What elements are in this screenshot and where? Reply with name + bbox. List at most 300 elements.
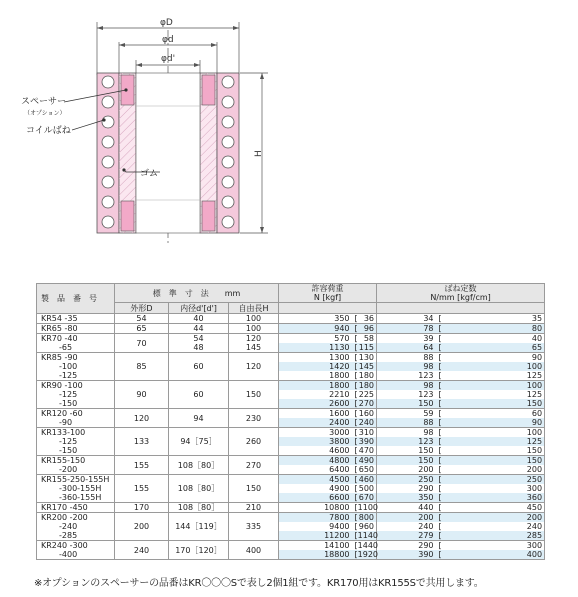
allowable-load-title: 許容荷重 — [311, 284, 344, 293]
bracket-open: [ — [438, 475, 442, 484]
table-row — [37, 371, 545, 381]
kgf-value: 58 — [363, 334, 375, 343]
table-row — [37, 399, 545, 409]
bracket-open: [ — [354, 465, 358, 474]
spring-const-kgf-cell — [437, 343, 545, 353]
outer-diameter-cell: 240 — [115, 541, 169, 560]
inner-diameter-cell: 144［119］ — [169, 513, 229, 541]
spring-const-newton-cell: 150 — [377, 446, 437, 456]
kgf-value: 115 — [358, 343, 375, 352]
bracket-open: [ — [354, 550, 358, 559]
spring-constant-title: ばね定数 — [444, 284, 477, 293]
table-row — [37, 522, 545, 531]
spring-const-newton-cell: 98 — [377, 381, 437, 391]
header-outer-diameter: 外形D — [115, 303, 169, 314]
spring-const-kgf-cell — [437, 531, 545, 541]
kgf-value: 460 — [358, 475, 375, 484]
spring-const-newton-cell: 150 — [377, 456, 437, 466]
bracket-open: [ — [438, 446, 442, 455]
kgf-value: 270 — [358, 399, 375, 408]
outer-diameter-cell: 120 — [115, 409, 169, 428]
spring-const-kgf-cell — [437, 324, 545, 334]
spring-const-newton-cell: 279 — [377, 531, 437, 541]
bracket-open: [ — [354, 484, 358, 493]
bracket-open: [ — [438, 381, 442, 390]
free-length-cell: 210 — [229, 503, 279, 513]
spring-const-newton-cell: 150 — [377, 399, 437, 409]
table-row — [37, 362, 545, 371]
table-row — [37, 493, 545, 503]
bracket-open: [ — [438, 353, 442, 362]
product-number-cell: KR65 -80 — [37, 324, 115, 334]
bracket-open: [ — [354, 371, 358, 380]
label-rubber: ゴム — [140, 169, 159, 179]
inner-diameter-cell: 48 — [169, 343, 229, 353]
table-group — [37, 541, 545, 560]
kgf-value: 200 — [526, 465, 543, 474]
spring-const-kgf-cell — [437, 399, 545, 409]
load-kgf-cell — [353, 484, 377, 493]
bracket-open: [ — [354, 428, 358, 437]
bracket-open: [ — [438, 484, 442, 493]
table-group — [37, 334, 545, 353]
table-row — [37, 314, 545, 324]
load-kgf-cell — [353, 493, 377, 503]
label-coil-spring: コイルばね — [26, 126, 71, 136]
spring-const-kgf-cell — [437, 353, 545, 363]
load-newton-cell: 11200 — [279, 531, 353, 541]
free-length-cell: 100 — [229, 314, 279, 324]
spring-const-kgf-cell — [437, 503, 545, 513]
table-group — [37, 409, 545, 428]
load-newton-cell: 2600 — [279, 399, 353, 409]
free-length-cell: 120 — [229, 334, 279, 344]
outer-diameter-cell: 200 — [115, 513, 169, 541]
kgf-value: 300 — [526, 484, 543, 493]
spring-const-kgf-cell — [437, 550, 545, 560]
kgf-value: 145 — [358, 362, 375, 371]
product-number-cell: -240 — [37, 522, 115, 531]
kgf-value: 180 — [358, 371, 375, 380]
free-length-cell: 270 — [229, 456, 279, 475]
product-number-cell: -400 — [37, 550, 115, 560]
free-length-cell: 100 — [229, 324, 279, 334]
kgf-value: 240 — [526, 522, 543, 531]
load-newton-cell: 9400 — [279, 522, 353, 531]
bracket-open: [ — [354, 409, 358, 418]
load-kgf-cell — [353, 353, 377, 363]
load-kgf-cell — [353, 399, 377, 409]
kgf-value: 100 — [526, 362, 543, 371]
bracket-open: [ — [354, 522, 358, 531]
outer-diameter-cell: 133 — [115, 428, 169, 456]
table-row — [37, 324, 545, 334]
product-number-cell: KR170 -450 — [37, 503, 115, 513]
load-kgf-cell — [353, 428, 377, 438]
table-group — [37, 381, 545, 409]
bracket-open: [ — [438, 418, 442, 427]
inner-diameter-cell: 108［80］ — [169, 475, 229, 503]
bracket-open: [ — [438, 531, 442, 540]
header-standard-dimensions: 標 準 寸 法 mm — [115, 284, 279, 303]
product-number-cell: KR155-150 — [37, 456, 115, 466]
bracket-open: [ — [438, 541, 442, 550]
table-row — [37, 541, 545, 551]
load-newton-cell: 4600 — [279, 446, 353, 456]
kgf-value: 450 — [526, 503, 543, 512]
outer-diameter-cell: 54 — [115, 314, 169, 324]
kgf-value: 90 — [531, 418, 543, 427]
load-newton-cell: 3000 — [279, 428, 353, 438]
bracket-open: [ — [354, 399, 358, 408]
dim-H-label: H — [254, 150, 264, 157]
table-row — [37, 503, 545, 513]
load-kgf-cell — [353, 324, 377, 334]
kgf-value: 36 — [363, 314, 375, 323]
outer-diameter-cell: 85 — [115, 353, 169, 381]
product-number-cell: -100 — [37, 362, 115, 371]
inner-diameter-cell: 108［80］ — [169, 456, 229, 475]
load-newton-cell: 4800 — [279, 456, 353, 466]
kgf-value: 150 — [526, 446, 543, 455]
kgf-value: 130 — [358, 353, 375, 362]
outer-diameter-cell: 65 — [115, 324, 169, 334]
load-newton-cell: 4900 — [279, 484, 353, 493]
kgf-value: 390 — [358, 437, 375, 446]
bracket-open: [ — [438, 465, 442, 474]
load-newton-cell: 6600 — [279, 493, 353, 503]
spring-const-newton-cell: 34 — [377, 314, 437, 324]
bracket-open: [ — [438, 399, 442, 408]
table-row — [37, 353, 545, 363]
load-newton-cell: 940 — [279, 324, 353, 334]
spring-const-newton-cell: 290 — [377, 484, 437, 493]
bracket-open: [ — [438, 390, 442, 399]
header-inner-diameter: 内径d'[d'] — [169, 303, 229, 314]
kgf-value: 125 — [526, 390, 543, 399]
inner-diameter-cell: 44 — [169, 324, 229, 334]
header-free-length: 自由長H — [229, 303, 279, 314]
table-row — [37, 550, 545, 560]
load-kgf-cell — [353, 390, 377, 399]
table-row — [37, 428, 545, 438]
header-allowable-load — [279, 284, 377, 303]
free-length-cell: 145 — [229, 343, 279, 353]
spring-const-kgf-cell — [437, 484, 545, 493]
spring-const-newton-cell: 39 — [377, 334, 437, 344]
table-row — [37, 531, 545, 541]
kgf-value: 180 — [358, 381, 375, 390]
load-newton-cell: 2400 — [279, 418, 353, 428]
load-newton-cell: 1420 — [279, 362, 353, 371]
spring-const-kgf-cell — [437, 475, 545, 485]
product-number-cell: -150 — [37, 446, 115, 456]
spring-const-kgf-cell — [437, 409, 545, 419]
kgf-value: 300 — [526, 541, 543, 550]
kgf-value: 1100 — [357, 503, 378, 512]
load-kgf-cell — [353, 541, 377, 551]
kgf-value: 650 — [358, 465, 375, 474]
product-number-cell: -125 — [37, 371, 115, 381]
spring-const-newton-cell: 123 — [377, 437, 437, 446]
bracket-open: [ — [354, 541, 358, 550]
spring-const-newton-cell: 64 — [377, 343, 437, 353]
spring-const-kgf-cell — [437, 428, 545, 438]
bracket-open: [ — [354, 531, 358, 540]
table-row — [37, 456, 545, 466]
spring-const-newton-cell: 290 — [377, 541, 437, 551]
spring-const-newton-cell: 440 — [377, 503, 437, 513]
load-kgf-cell — [353, 362, 377, 371]
bracket-open: [ — [354, 362, 358, 371]
spring-const-newton-cell: 200 — [377, 465, 437, 475]
load-kgf-cell — [353, 550, 377, 560]
product-number-cell: KR240 -300 — [37, 541, 115, 551]
table-group — [37, 353, 545, 381]
kgf-value: 100 — [526, 381, 543, 390]
load-kgf-cell — [353, 343, 377, 353]
kgf-value: 1440 — [357, 541, 378, 550]
spring-const-kgf-cell — [437, 362, 545, 371]
kgf-value: 670 — [358, 493, 375, 502]
load-newton-cell: 570 — [279, 334, 353, 344]
product-number-cell: KR90 -100 — [37, 381, 115, 391]
load-newton-cell: 18800 — [279, 550, 353, 560]
product-number-cell: -65 — [37, 343, 115, 353]
free-length-cell: 260 — [229, 428, 279, 456]
load-newton-cell: 14100 — [279, 541, 353, 551]
bracket-open: [ — [438, 334, 442, 343]
load-kgf-cell — [353, 409, 377, 419]
spring-const-newton-cell: 88 — [377, 353, 437, 363]
spec-table — [36, 283, 545, 560]
load-kgf-cell — [353, 446, 377, 456]
spring-const-kgf-cell — [437, 314, 545, 324]
bracket-open: [ — [438, 409, 442, 418]
bracket-open: [ — [354, 334, 358, 343]
load-kgf-cell — [353, 531, 377, 541]
bracket-open: [ — [354, 456, 358, 465]
table-group — [37, 456, 545, 475]
product-number-cell: KR70 -40 — [37, 334, 115, 344]
spring-constant-unit: N/mm [kgf/cm] — [430, 293, 491, 302]
header-spacer-spring — [377, 303, 545, 314]
load-kgf-cell — [353, 503, 377, 513]
product-number-cell: KR54 -35 — [37, 314, 115, 324]
bracket-open: [ — [438, 493, 442, 502]
product-number-cell: -200 — [37, 465, 115, 475]
bracket-open: [ — [438, 314, 442, 323]
load-kgf-cell — [353, 371, 377, 381]
bracket-open: [ — [438, 437, 442, 446]
table-group — [37, 314, 545, 324]
kgf-value: 1920 — [357, 550, 378, 559]
bracket-open: [ — [354, 493, 358, 502]
free-length-cell: 150 — [229, 381, 279, 409]
product-number-cell: KR133-100 — [37, 428, 115, 438]
kgf-value: 225 — [358, 390, 375, 399]
kgf-value: 200 — [526, 513, 543, 522]
inner-diameter-cell: 94［75］ — [169, 428, 229, 456]
spring-const-kgf-cell — [437, 465, 545, 475]
kgf-value: 360 — [526, 493, 543, 502]
load-newton-cell: 1800 — [279, 371, 353, 381]
bracket-open: [ — [354, 418, 358, 427]
bracket-open: [ — [438, 343, 442, 352]
kgf-value: 250 — [526, 475, 543, 484]
load-newton-cell: 1600 — [279, 409, 353, 419]
bracket-open: [ — [354, 353, 358, 362]
bracket-open: [ — [354, 513, 358, 522]
spring-const-newton-cell: 200 — [377, 513, 437, 523]
table-group — [37, 475, 545, 503]
load-kgf-cell — [353, 465, 377, 475]
kgf-value: 125 — [526, 437, 543, 446]
kgf-value: 285 — [526, 531, 543, 540]
inner-diameter-cell: 94 — [169, 409, 229, 428]
bracket-open: [ — [354, 324, 358, 333]
kgf-value: 1140 — [357, 531, 378, 540]
kgf-value: 500 — [358, 484, 375, 493]
inner-diameter-cell: 170［120］ — [169, 541, 229, 560]
kgf-value: 490 — [358, 456, 375, 465]
outer-diameter-cell: 70 — [115, 334, 169, 353]
load-kgf-cell — [353, 334, 377, 344]
spring-const-newton-cell: 98 — [377, 362, 437, 371]
load-kgf-cell — [353, 437, 377, 446]
dim-D-label: φD — [160, 18, 173, 28]
load-newton-cell: 1130 — [279, 343, 353, 353]
table-row — [37, 381, 545, 391]
table-row — [37, 437, 545, 446]
kgf-value: 80 — [531, 324, 543, 333]
load-newton-cell: 1800 — [279, 381, 353, 391]
bracket-open: [ — [354, 475, 358, 484]
kgf-value: 96 — [363, 324, 375, 333]
product-number-cell: KR200 -200 — [37, 513, 115, 523]
spring-const-newton-cell: 350 — [377, 493, 437, 503]
product-number-cell: -300-155H — [37, 484, 115, 493]
table-row — [37, 484, 545, 493]
free-length-cell: 120 — [229, 353, 279, 381]
bracket-open: [ — [438, 371, 442, 380]
spring-const-newton-cell: 98 — [377, 428, 437, 438]
load-kgf-cell — [353, 418, 377, 428]
kgf-value: 240 — [358, 418, 375, 427]
load-kgf-cell — [353, 475, 377, 485]
table-row — [37, 475, 545, 485]
load-newton-cell: 2210 — [279, 390, 353, 399]
product-number-cell: -125 — [37, 390, 115, 399]
bracket-open: [ — [438, 428, 442, 437]
table-group — [37, 513, 545, 541]
load-newton-cell: 3800 — [279, 437, 353, 446]
bracket-open: [ — [354, 437, 358, 446]
free-length-cell: 335 — [229, 513, 279, 541]
kgf-value: 470 — [358, 446, 375, 455]
inner-bore — [136, 73, 200, 233]
product-number-cell: -150 — [37, 399, 115, 409]
outer-diameter-cell: 170 — [115, 503, 169, 513]
allowable-load-unit: N [kgf] — [313, 293, 342, 302]
spring-const-newton-cell: 240 — [377, 522, 437, 531]
cross-section-diagram — [0, 0, 578, 262]
kgf-value: 310 — [358, 428, 375, 437]
bracket-open: [ — [438, 550, 442, 559]
inner-diameter-cell: 40 — [169, 314, 229, 324]
inner-diameter-cell: 54 — [169, 334, 229, 344]
load-newton-cell: 6400 — [279, 465, 353, 475]
outer-diameter-cell: 155 — [115, 456, 169, 475]
kgf-value: 100 — [526, 428, 543, 437]
spring-const-kgf-cell — [437, 446, 545, 456]
load-newton-cell: 7800 — [279, 513, 353, 523]
kgf-value: 800 — [358, 513, 375, 522]
kgf-value: 40 — [531, 334, 543, 343]
bracket-open: [ — [354, 343, 358, 352]
header-product-number: 製 品 番 号 — [37, 284, 115, 314]
outer-diameter-cell: 90 — [115, 381, 169, 409]
bracket-open: [ — [438, 513, 442, 522]
bracket-open: [ — [354, 314, 358, 323]
table-row — [37, 409, 545, 419]
free-length-cell: 400 — [229, 541, 279, 560]
spring-const-newton-cell: 123 — [377, 390, 437, 399]
spring-const-newton-cell: 123 — [377, 371, 437, 381]
kgf-value: 160 — [358, 409, 375, 418]
kgf-value: 65 — [531, 343, 543, 352]
bracket-open: [ — [354, 390, 358, 399]
spring-const-kgf-cell — [437, 390, 545, 399]
label-option: （オプション） — [24, 110, 66, 117]
load-kgf-cell — [353, 314, 377, 324]
spring-const-kgf-cell — [437, 334, 545, 344]
spring-const-kgf-cell — [437, 493, 545, 503]
bracket-open: [ — [438, 324, 442, 333]
kgf-value: 125 — [526, 371, 543, 380]
label-spacer: スペーサー — [21, 97, 67, 107]
spring-const-newton-cell: 250 — [377, 475, 437, 485]
product-number-cell: -90 — [37, 418, 115, 428]
kgf-value: 90 — [531, 353, 543, 362]
spring-const-kgf-cell — [437, 418, 545, 428]
product-number-cell: KR155-250-155H — [37, 475, 115, 485]
bracket-open: [ — [354, 381, 358, 390]
spring-const-kgf-cell — [437, 513, 545, 523]
load-newton-cell: 10800 — [279, 503, 353, 513]
bracket-open: [ — [438, 503, 442, 512]
header-spacer-load — [279, 303, 377, 314]
bracket-open: [ — [438, 362, 442, 371]
bracket-open: [ — [354, 503, 358, 512]
spring-const-kgf-cell — [437, 381, 545, 391]
load-newton-cell: 4500 — [279, 475, 353, 485]
product-number-cell: -285 — [37, 531, 115, 541]
spring-const-kgf-cell — [437, 456, 545, 466]
spring-const-kgf-cell — [437, 437, 545, 446]
load-newton-cell: 350 — [279, 314, 353, 324]
free-length-cell: 150 — [229, 475, 279, 503]
inner-diameter-cell: 60 — [169, 381, 229, 409]
kgf-value: 150 — [526, 456, 543, 465]
load-kgf-cell — [353, 456, 377, 466]
kgf-value: 60 — [531, 409, 543, 418]
bracket-open: [ — [438, 456, 442, 465]
dim-d-label: φd — [162, 35, 174, 45]
kgf-value: 35 — [531, 314, 543, 323]
load-newton-cell: 1300 — [279, 353, 353, 363]
kgf-value: 150 — [526, 399, 543, 408]
